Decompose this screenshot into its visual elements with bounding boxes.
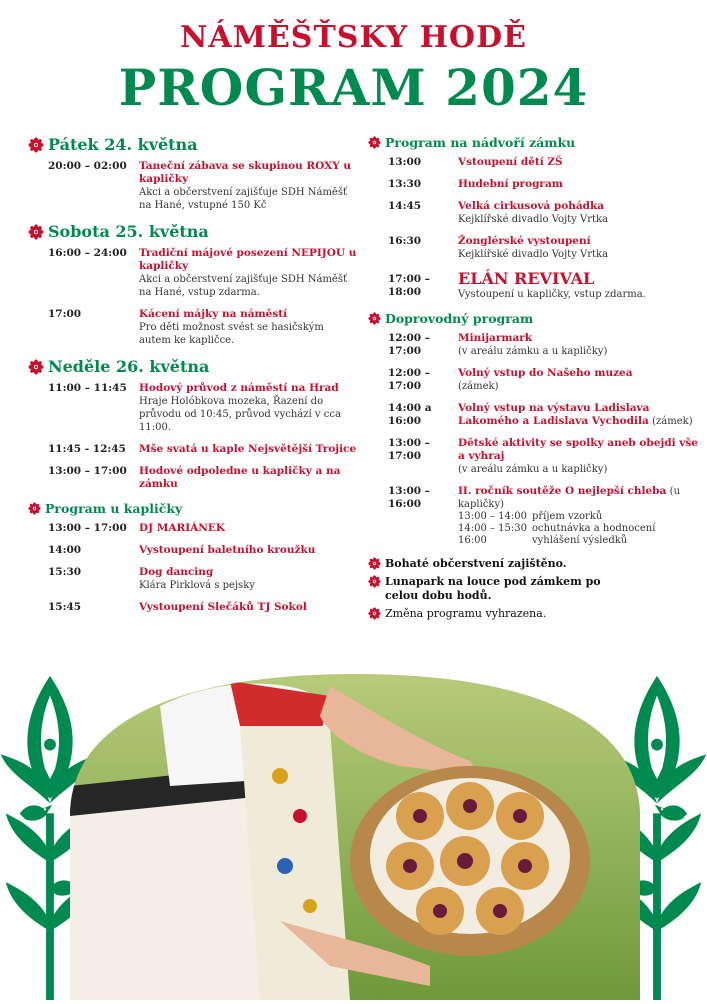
program-row xyxy=(28,465,358,491)
program-row xyxy=(368,200,698,226)
friday-heading: Pátek 24. května xyxy=(28,135,358,154)
program-row xyxy=(28,382,358,434)
row-time: 14:45 xyxy=(388,200,422,212)
row-sub: (u kapličky) xyxy=(458,486,681,510)
row-event: DJ MARIÁNEK xyxy=(139,522,226,534)
note-item: Změna programu vyhrazena. xyxy=(368,607,698,621)
row-sub: (v areálu zámku a u kapličky) xyxy=(458,346,608,357)
row-event: Mše svatá u kaple Nejsvětější Trojice xyxy=(139,443,357,455)
row-time: 13:00 xyxy=(388,156,422,168)
accompanying-section xyxy=(368,311,698,547)
chapel-heading: Program u kapličky xyxy=(28,501,358,516)
flower-icon xyxy=(28,137,44,153)
row-time: 14:00 xyxy=(48,544,82,556)
row-event: Dog dancing xyxy=(139,566,214,578)
row-time: 11:45 - 12:45 xyxy=(48,443,126,455)
row-time: 14:00 a 16:00 xyxy=(388,402,432,427)
program-row xyxy=(368,367,698,393)
row-time: 15:45 xyxy=(48,601,82,613)
row-sub: Hraje Holóbkova mozeka, Řazení do průvodu od 10:45, průvod vychází v cca 11:00. xyxy=(139,396,341,433)
program-row xyxy=(368,402,698,428)
row-event: II. ročník soutěže O nejlepší chleba xyxy=(458,485,667,497)
saturday-section xyxy=(28,222,358,347)
row-event: Volný vstup do Našeho muzea xyxy=(458,367,633,379)
notes xyxy=(368,557,698,621)
row-time: 11:00 – 11:45 xyxy=(48,382,127,394)
row-time: 13:00 – 17:00 xyxy=(388,437,431,462)
program-row xyxy=(28,160,358,212)
row-time: 12:00 – 17:00 xyxy=(388,332,431,357)
program-row xyxy=(368,485,698,547)
left-column xyxy=(28,135,358,624)
photo-kolache xyxy=(70,666,640,1000)
program-row xyxy=(368,437,698,476)
contest-schedule xyxy=(458,511,698,547)
row-sub: Akci a občerstvení zajišťuje SDH Náměšť na Hané, vstupné 150 Kč xyxy=(139,187,348,211)
flower-icon xyxy=(368,136,381,149)
schedule-time: 16:00 xyxy=(458,535,487,546)
schedule-activity: příjem vzorků xyxy=(532,511,603,522)
bottom-decoration xyxy=(0,666,707,1000)
program-row xyxy=(28,566,358,592)
row-time: 13:00 – 17:00 xyxy=(48,522,127,534)
row-event: Velká cirkusová pohádka xyxy=(458,200,605,212)
row-event: Tradiční májové posezení NEPIJOU u kapličky xyxy=(139,247,357,272)
row-event: Volný vstup na výstavu Ladislava Lakomého a Ladislava Vychodila xyxy=(458,402,650,427)
right-column xyxy=(368,135,698,625)
row-time: 17:00 – 18:00 xyxy=(388,273,431,298)
row-time: 15:30 xyxy=(48,566,82,578)
row-sub: Vystoupení u kapličky, vstup zdarma. xyxy=(458,289,646,300)
row-event: Kácení májky na náměstí xyxy=(139,308,288,320)
row-time: 17:00 xyxy=(48,308,82,320)
program-row xyxy=(28,247,358,299)
row-event: Hodové odpoledne u kapličky a na zámku xyxy=(139,465,341,490)
row-sub: Akci a občerstvení zajišťuje SDH Náměšť na Hané, vstup zdarma. xyxy=(139,274,348,298)
row-event: Vstoupení dětí ZŠ xyxy=(458,156,563,168)
sunday-section xyxy=(28,357,358,491)
program-row xyxy=(368,332,698,358)
note-item: Bohaté občerstvení zajištěno. xyxy=(368,557,698,571)
flower-icon xyxy=(368,557,381,570)
row-event: Minijarmark xyxy=(458,332,533,344)
program-title: PROGRAM 2024 xyxy=(118,58,589,117)
flower-icon xyxy=(28,224,44,240)
row-event: Dětské aktivity se spolky aneb obejdi vše a vyhraj xyxy=(458,437,698,462)
row-sub: (zámek) xyxy=(652,416,693,427)
accompanying-heading: Doprovodný program xyxy=(368,311,698,326)
flower-icon xyxy=(368,312,381,325)
flower-icon xyxy=(368,607,381,620)
schedule-time: 13:00 – 14:00 xyxy=(458,511,527,522)
row-time: 16:30 xyxy=(388,235,422,247)
row-event-headliner: ELÁN REVIVAL xyxy=(458,269,595,288)
note-item: Lunapark na louce pod zámkem po celou dobu hodů. xyxy=(368,575,698,603)
row-sub: Kejklířské divadlo Vojty Vrtka xyxy=(458,214,609,225)
row-event: Hodový průvod z náměstí na Hrad xyxy=(139,382,339,394)
flower-icon xyxy=(368,575,381,588)
program-row xyxy=(368,178,698,191)
program-row xyxy=(28,601,358,614)
row-time: 13:30 xyxy=(388,178,422,190)
sunday-heading: Neděle 26. května xyxy=(28,357,358,376)
row-time: 13:00 – 16:00 xyxy=(388,485,431,510)
row-event: Žonglérské vystoupení xyxy=(458,235,591,247)
row-time: 13:00 – 17:00 xyxy=(48,465,127,477)
schedule-time: 14:00 – 15:30 xyxy=(458,523,527,534)
row-time: 16:00 – 24:00 xyxy=(48,247,127,259)
row-event: Taneční zábava se skupinou ROXY u kapličky xyxy=(139,160,352,185)
program-row xyxy=(368,235,698,261)
schedule-activity: vyhlášení výsledků xyxy=(532,535,628,546)
program-row xyxy=(28,308,358,347)
event-title: NÁMĚŠŤSKY HODĚ xyxy=(180,20,527,55)
friday-section xyxy=(28,135,358,212)
row-time: 12:00 – 17:00 xyxy=(388,367,431,392)
schedule-activity: ochutnávka a hodnocení xyxy=(532,523,656,534)
row-sub: Klára Pirklová s pejsky xyxy=(139,580,255,591)
row-time: 20:00 – 02:00 xyxy=(48,160,127,172)
row-event: Vystoupení Slečáků TJ Sokol xyxy=(139,601,307,613)
courtyard-section xyxy=(368,135,698,301)
row-sub: Kejklířské divadlo Vojty Vrtka xyxy=(458,249,609,260)
program-row xyxy=(368,156,698,169)
chapel-section xyxy=(28,501,358,614)
flower-icon xyxy=(28,502,41,515)
flower-icon xyxy=(28,359,44,375)
row-event: Vystoupení baletního kroužku xyxy=(139,544,316,556)
program-row xyxy=(28,443,358,456)
program-row xyxy=(28,544,358,557)
saturday-heading: Sobota 25. května xyxy=(28,222,358,241)
row-sub: (zámek) xyxy=(458,381,499,392)
program-row xyxy=(28,522,358,535)
folk-ornament xyxy=(0,666,707,1000)
row-event: Hudební program xyxy=(458,178,563,190)
program-row xyxy=(368,270,698,301)
row-sub: (v areálu zámku a u kapličky) xyxy=(458,464,608,475)
courtyard-heading: Program na nádvoří zámku xyxy=(368,135,698,150)
row-sub: Pro děti možnost svést se hasičským autem ke kapličce. xyxy=(139,322,324,346)
